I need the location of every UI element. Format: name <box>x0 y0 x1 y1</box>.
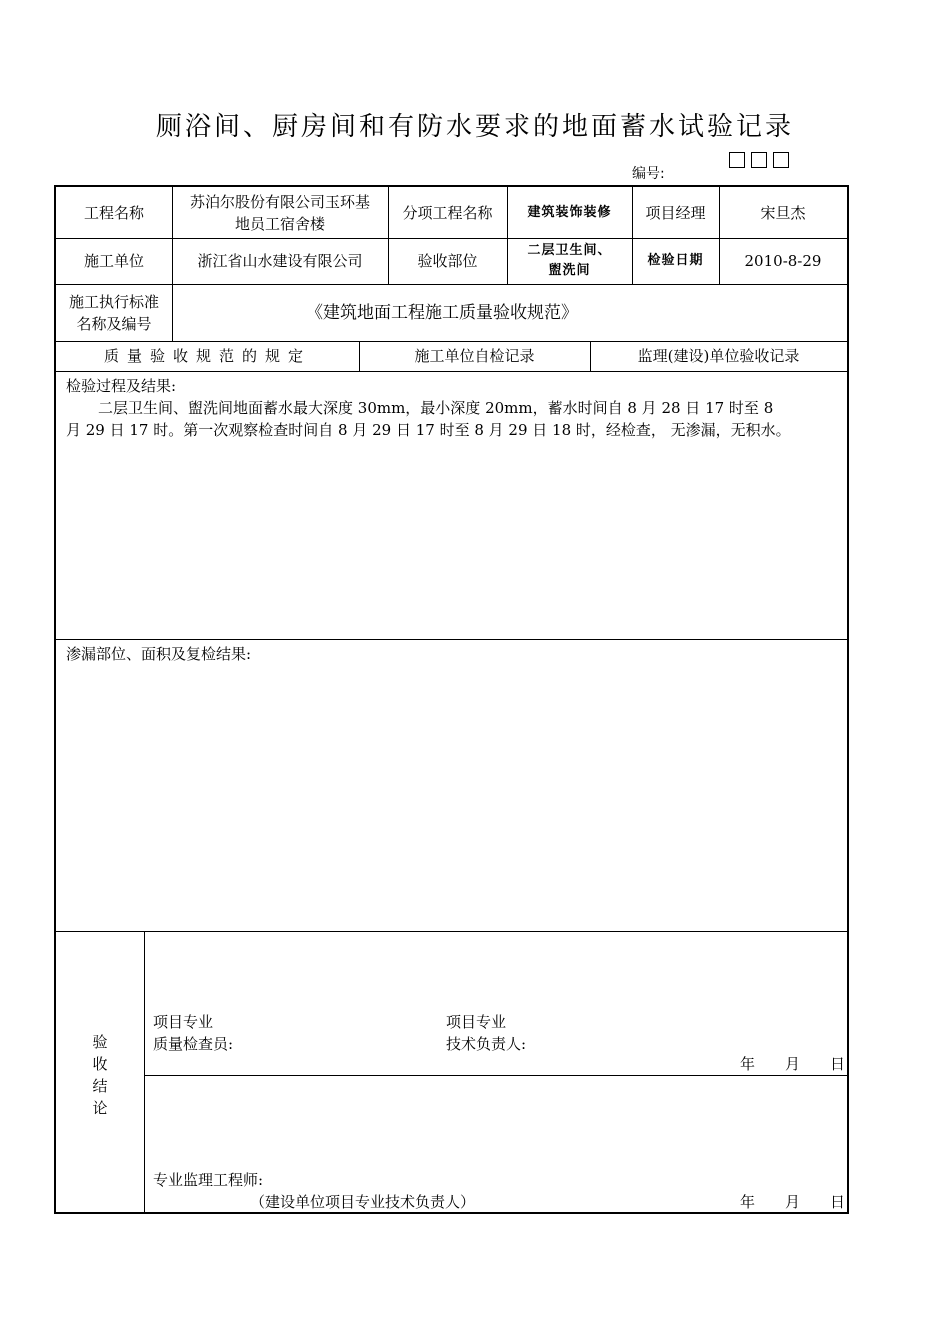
row-divider <box>56 371 847 372</box>
supervisor-label: 专业监理工程师: <box>153 1171 264 1189</box>
conclusion-side-char: 收 <box>92 1055 108 1073</box>
standard-label <box>56 284 172 341</box>
supervisor-sublabel: （建设单位项目专业技术负责人） <box>250 1193 476 1211</box>
supervisor-record-header: 监理(建设)单位验收记录 <box>637 347 800 365</box>
conclusion-side-char: 验 <box>92 1033 108 1051</box>
record-number-label: 编号: <box>632 166 665 182</box>
standard-label-line: 施工执行标准 <box>68 292 159 311</box>
process-text-line: 月 29 日 17 时。第一次观察检查时间自 8 月 29 日 17 时至 8 月 29 日 18 时，经检查， 无渗漏，无积水。 <box>66 421 791 439</box>
record-number-box[interactable] <box>729 152 745 168</box>
record-number-boxes <box>729 152 789 168</box>
record-number-box[interactable] <box>751 152 767 168</box>
qc-inspector-label: 项目专业 <box>153 1013 214 1031</box>
acceptance-part-value <box>507 238 632 284</box>
signature-date: 年 月 日 <box>740 1055 846 1073</box>
sub-project-value: 建筑装饰装修 <box>527 204 612 220</box>
tech-lead-label: 技术负责人: <box>446 1035 527 1053</box>
process-text-line: 二层卫生间、盥洗间地面蓄水最大深度 30mm，最小深度 20mm，蓄水时间自 8 月 28 日 17 时至 8 <box>98 399 774 417</box>
leak-heading: 渗漏部位、面积及复检结果: <box>66 645 252 663</box>
page-title: 厕浴间、厨房间和有防水要求的地面蓄水试验记录 <box>155 112 794 142</box>
record-number-box[interactable] <box>773 152 789 168</box>
standard-label-line: 名称及编号 <box>76 314 152 333</box>
manager-value: 宋旦杰 <box>760 203 806 222</box>
contractor-label: 施工单位 <box>83 252 144 270</box>
conclusion-side-char: 结 <box>92 1077 108 1095</box>
manager-label: 项目经理 <box>645 203 706 222</box>
process-heading: 检验过程及结果: <box>66 377 177 395</box>
col-divider <box>144 931 145 1212</box>
tech-lead-label: 项目专业 <box>446 1013 507 1031</box>
conclusion-side-char: 论 <box>92 1099 108 1117</box>
row-divider <box>144 1075 847 1076</box>
contractor-self-check-header: 施工单位自检记录 <box>414 347 535 365</box>
record-table <box>54 185 849 1214</box>
row-divider <box>56 639 847 640</box>
inspection-date-value: 2010-8-29 <box>744 252 822 270</box>
inspection-date-label: 检验日期 <box>647 253 704 268</box>
standard-value: 《建筑地面工程施工质量验收规范》 <box>306 302 578 323</box>
qc-inspector-label: 质量检查员: <box>153 1035 234 1053</box>
project-name-value <box>172 187 388 238</box>
signature-date: 年 月 日 <box>740 1193 846 1211</box>
row-divider <box>56 931 847 932</box>
acceptance-part-line: 盥洗间 <box>548 263 591 278</box>
project-name-line: 苏泊尔股份有限公司玉环基 <box>189 192 370 211</box>
project-name-label: 工程名称 <box>83 203 144 222</box>
acceptance-part-line: 二层卫生间、 <box>527 243 612 258</box>
spec-requirement-header: 质量验收规范的规定 <box>103 347 311 365</box>
acceptance-part-label: 验收部位 <box>417 252 478 270</box>
contractor-value: 浙江省山水建设有限公司 <box>197 252 363 270</box>
sub-project-label: 分项工程名称 <box>402 203 493 222</box>
project-name-line: 地员工宿舍楼 <box>234 214 325 233</box>
